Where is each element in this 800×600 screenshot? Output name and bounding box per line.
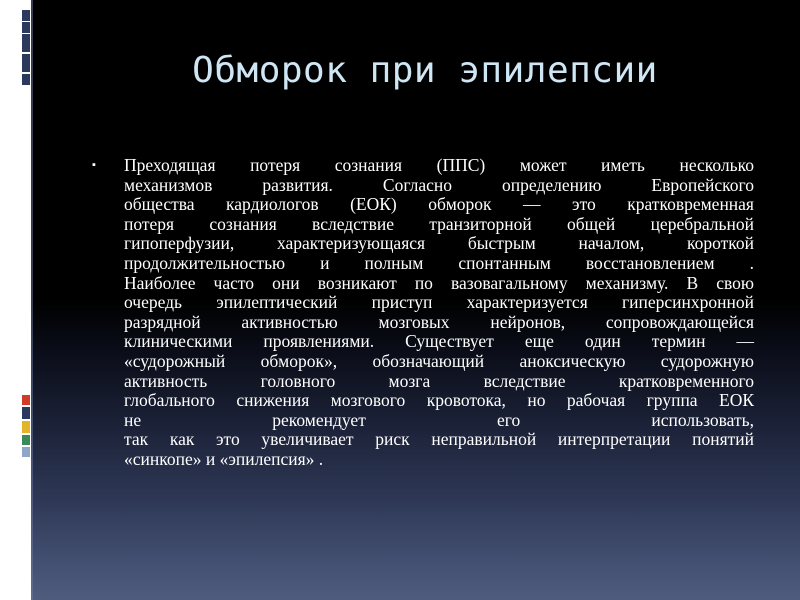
- paragraph-line: Преходящая потеря сознания (ППС) может иметь несколько: [124, 155, 754, 175]
- paragraph-line: разрядной активностью мозговых нейронов, сопровождающейся: [124, 311, 754, 332]
- decor-block-red: [22, 395, 30, 405]
- paragraph-line: клиническими проявлениями. Существует еще один термин —: [124, 331, 754, 352]
- bullet-item: [92, 156, 754, 470]
- paragraph-line: глобального снижения мозгового кровотока, но рабочая группа ЕОК: [124, 390, 754, 411]
- paragraph-line: гипоперфузии, характеризующаяся быстрым началом, короткой: [124, 233, 754, 254]
- decor-block-navy: [22, 407, 30, 419]
- decor-block: [22, 54, 30, 72]
- paragraph-line: механизмов развития. Согласно определению Европейского: [124, 174, 754, 195]
- decor-block: [22, 74, 30, 85]
- slide-content: [92, 156, 754, 470]
- decor-block-green: [22, 435, 30, 445]
- paragraph-line: «судорожный обморок», обозначающий аноксическую судорожную: [124, 350, 754, 371]
- paragraph-line: общества кардиологов (ЕОК) обморок — это кратковременная: [124, 194, 754, 215]
- paragraph-line: очередь эпилептический приступ характеризуется гиперсинхронной: [124, 292, 754, 313]
- paragraph-line: не рекомендует его использовать,: [124, 409, 754, 430]
- slide-title: Обморок при эпилепсии: [192, 50, 658, 91]
- paragraph-line: Наиболее часто они возникают по вазовагальному механизму. В свою: [124, 272, 754, 293]
- square-bullet-icon: ▪: [92, 159, 96, 171]
- decor-block: [22, 22, 30, 33]
- decor-block: [22, 10, 30, 21]
- paragraph-line: потеря сознания вследствие транзиторной общей церебральной: [124, 213, 754, 234]
- paragraph-line: так как это увеличивает риск неправильной интерпретации понятий: [124, 429, 754, 450]
- paragraph-line: «синкопе» и «эпилепсия» .: [124, 448, 324, 469]
- paragraph-line: активность головного мозга вследствие кратковременного: [124, 370, 754, 391]
- decor-block-yellow: [22, 421, 30, 433]
- bullet-paragraph: [124, 156, 754, 470]
- left-divider-line: [31, 0, 33, 600]
- left-decorative-bar: [0, 0, 31, 600]
- decor-block-lightblue: [22, 447, 30, 457]
- paragraph-line: продолжительностью и полным спонтанным восстановлением .: [124, 252, 754, 273]
- decor-block: [22, 34, 30, 52]
